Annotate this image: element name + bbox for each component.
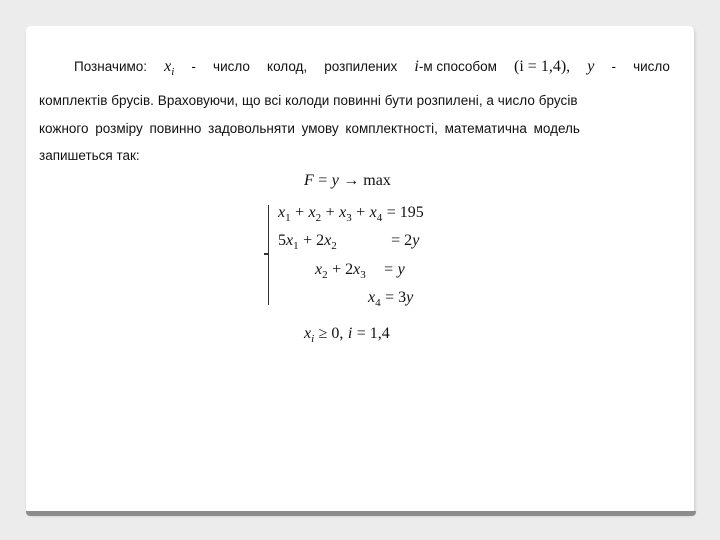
- constraint-nonnegativity: $x_i \ge 0$, i = 1,4: [304, 325, 390, 345]
- system-brace: [268, 205, 275, 305]
- equation-4: $x_4 = 3y$: [368, 289, 414, 309]
- math-x-i: $x_i$: [164, 58, 175, 78]
- dash: -: [191, 59, 196, 74]
- word-kolod: колод,: [267, 59, 308, 74]
- text-line-3: кожного розміру повинно задовольняти умову комплектності, математична модель: [39, 121, 580, 136]
- equation-1: $x_1 + x_2 + x_3 + x_4 = 195$: [278, 204, 424, 224]
- word-chyslo: число: [213, 59, 250, 74]
- math-i: i-м способом: [414, 58, 497, 75]
- word-poznachymo: Позначимо:: [74, 59, 148, 74]
- text-line-4: запишеться так:: [39, 148, 140, 163]
- math-range: (i = 1,4),: [514, 58, 571, 75]
- objective-function: F = y → max: [304, 172, 391, 189]
- system-brace-tip: [264, 253, 269, 255]
- equation-2: $5x_1 + 2x_2 = 2y$: [278, 232, 420, 252]
- text-line-2: комплектів брусів. Враховуючи, що всі колоди повинні бути розпилені, а число брусів: [39, 93, 578, 108]
- text-line-1: [74, 58, 670, 78]
- word-rozpylenykh: розпилених: [324, 59, 398, 74]
- slide-bottom-edge: [26, 511, 696, 516]
- math-y: y: [587, 58, 595, 75]
- equation-3: $x_2 + 2x_3 = y$: [315, 261, 405, 281]
- dash: -: [611, 59, 616, 74]
- word-chyslo: число: [633, 59, 670, 74]
